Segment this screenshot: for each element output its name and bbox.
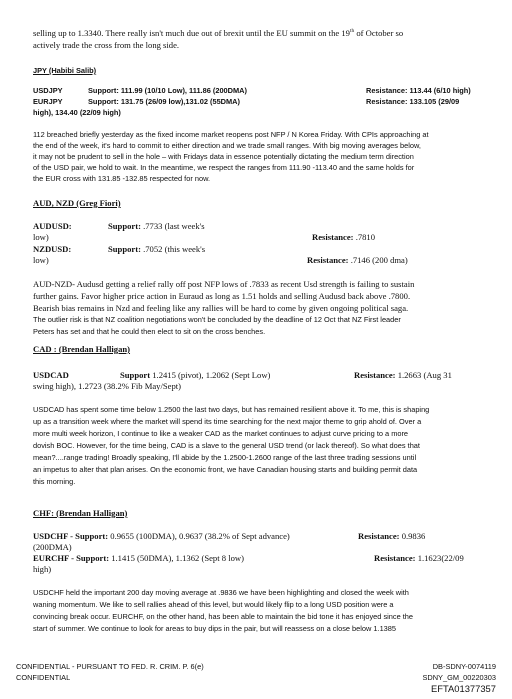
chf-commentary-4: start of summer. We continue to look for areas to buy dips in the pair, but will reassess on a close below 1.1385	[33, 624, 397, 633]
usdchf-wrap: (200DMA)	[33, 542, 72, 552]
jpy-commentary-1: 112 breached briefly yesterday as the fixed income market reopens post NFP / N Korea Friday. With CPIs approaching at	[33, 130, 429, 139]
nzdusd-resistance: Resistance: .7146 (200 dma)	[307, 255, 408, 265]
eurjpy-resistance: Resistance: 133.105 (29/09	[366, 97, 460, 106]
jpy-commentary-5: the EUR cross with 131.85 -132.85 respected for now.	[33, 174, 211, 183]
intro-line-1: selling up to 1.3340. There really isn't much due out of brexit until the EU summit on the 19th of October so	[33, 28, 404, 38]
aud-commentary-5: Peters has set and that he could then elect to sit on the cross benches.	[33, 327, 266, 336]
audusd-wrap: low)	[33, 232, 49, 242]
footer-confidential: CONFIDENTIAL	[16, 673, 71, 682]
intro-line-2: actively trade the cross from the long side.	[33, 40, 180, 50]
eurjpy-support: Support: 131.75 (26/09 low),131.02 (55DMA)	[88, 97, 240, 106]
audusd-label: AUDUSD:	[33, 221, 72, 231]
usdcad-support: Support 1.2415 (pivot), 1.2062 (Sept Low)	[120, 370, 271, 380]
eurchf-resistance: Resistance: 1.1623(22/09	[374, 553, 464, 563]
nzdusd-label: NZDUSD:	[33, 244, 72, 254]
cad-commentary-3: more multi week horizon, I continue to like a weaker CAD as the market continues to adjust curve pricing to a more	[33, 429, 409, 438]
usdchf-support: USDCHF - Support: 0.9655 (100DMA), 0.9637 (38.2% of Sept advance)	[33, 531, 290, 541]
eurjpy-label: EURJPY	[33, 97, 63, 106]
usdcad-wrap: swing high), 1.2723 (38.2% Fib May/Sept)	[33, 381, 181, 391]
chf-heading: CHF: (Brendan Halligan)	[33, 508, 128, 518]
jpy-commentary-2: the end of the week, it's hard to commit to either direction and we trade small ranges. With big moving averages below,	[33, 141, 421, 150]
jpy-heading: JPY (Habibi Salib)	[33, 66, 97, 75]
usdcad-resistance: Resistance: 1.2663 (Aug 31	[354, 370, 452, 380]
cad-heading: CAD : (Brendan Halligan)	[33, 344, 131, 354]
footer-confidential-notice: CONFIDENTIAL - PURSUANT TO FED. R. CRIM. P. 6(e)	[16, 662, 204, 671]
eurchf-support: EURCHF - Support: 1.1415 (50DMA), 1.1362 (Sept 8 low)	[33, 553, 244, 563]
aud-commentary-1: AUD-NZD- Audusd getting a relief rally off post NFP lows of .7833 as recent Usd strength is failing to sustain	[33, 279, 415, 289]
aud-nzd-heading: AUD, NZD (Greg Fiori)	[33, 198, 121, 208]
cad-commentary-2: up as a transition week where the market will spend its time searching for the next major theme to grip ahold of. Over a	[33, 417, 422, 426]
jpy-commentary-3: it may not be prudent to sell in the hole – with Fridays data in essence potentially dictating the medium term direction	[33, 152, 414, 161]
cad-commentary-4: dovish BOC. However, for the time being, CAD is a slave to the general USD trend (or lack thereof). So what does that	[33, 441, 420, 450]
eurchf-wrap: high)	[33, 564, 52, 574]
footer-bates-1: DB-SDNY-0074119	[432, 662, 496, 671]
cad-commentary-1: USDCAD has spent some time below 1.2500 the last two days, but has remained resilient above it. To me, this is shaping	[33, 405, 430, 414]
aud-commentary-4: The outlier risk is that NZ coalition negotiations won't be concluded by the deadline of 12 Oct that NZ First leader	[33, 315, 401, 324]
nzdusd-support: Support: .7052 (this week's	[108, 244, 206, 254]
footer-bates-2: SDNY_GM_00220303	[422, 673, 496, 682]
audusd-support: Support: .7733 (last week's	[108, 221, 205, 231]
nzdusd-wrap: low)	[33, 255, 49, 265]
chf-commentary-2: waning momentum. We like to sell rallies ahead of this level, but would likely flip to a long USD position were a	[33, 600, 394, 609]
eurjpy-resistance-wrap: high), 134.40 (22/09 high)	[33, 108, 121, 117]
audusd-resistance: Resistance: .7810	[312, 232, 376, 242]
usdchf-resistance: Resistance: 0.9836	[358, 531, 426, 541]
usdjpy-resistance: Resistance: 113.44 (6/10 high)	[366, 86, 471, 95]
chf-commentary-1: USDCHF held the important 200 day moving average at .9836 we have been highlighting and closed the week with	[33, 588, 409, 597]
cad-commentary-6: an impetus to alter that plan arises. On the economic front, we have Canadian housing starts and building permit data	[33, 465, 418, 474]
usdjpy-support: Support: 111.99 (10/10 Low), 111.86 (200DMA)	[88, 86, 247, 95]
aud-commentary-3: Bearish bias remains in Nzd and feeling like any rallies will be hard to come by given ongoing political saga.	[33, 303, 409, 313]
aud-commentary-2: further gains. Favor higher price action in Euraud as long as 1.51 holds and selling Audusd back above .7800.	[33, 291, 411, 301]
usdjpy-label: USDJPY	[33, 86, 63, 95]
cad-commentary-5: mean?....range trading! Broadly speaking, I'll abide by the 1.2500-1.2600 range of the last three trading sessions until	[33, 453, 417, 462]
usdcad-label: USDCAD	[33, 370, 69, 380]
chf-commentary-3: convincing break occur. EURCHF, on the other hand, has been able to maintain the bid tone it has enjoyed since the	[33, 612, 414, 621]
jpy-commentary-4: of the USD pair, we hold to wait. In the meantime, we respect the ranges from 111.90 -113.40 and the same holds for	[33, 163, 415, 172]
footer-bates-3: EFTA01377357	[431, 683, 496, 694]
cad-commentary-7: this morning.	[33, 477, 76, 486]
